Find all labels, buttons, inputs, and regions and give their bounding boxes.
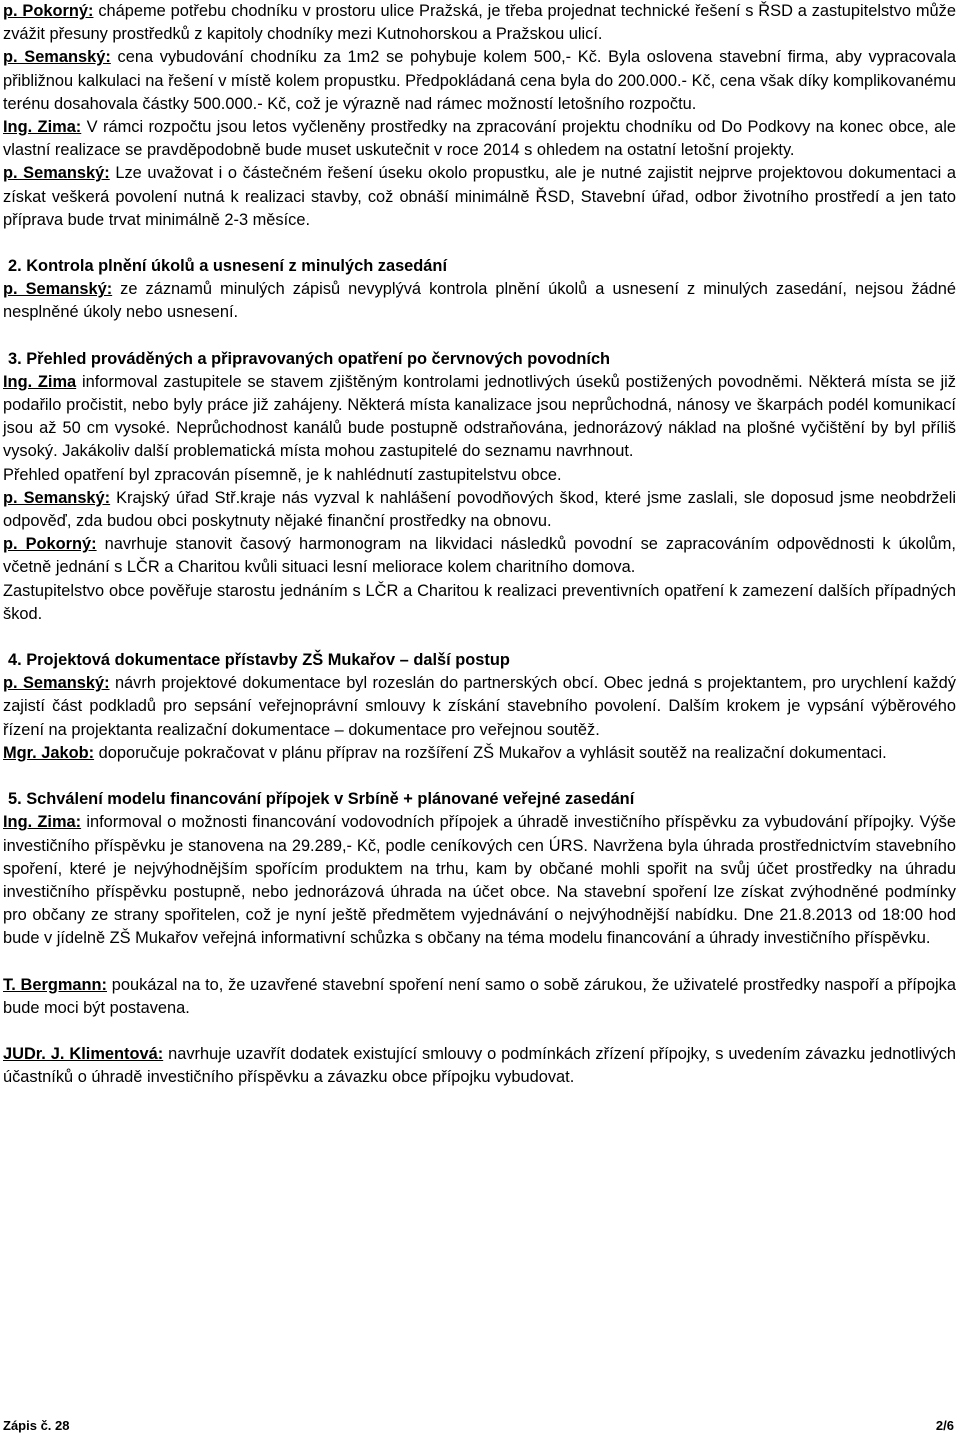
paragraph <box>3 742 956 765</box>
paragraph-spacer <box>3 765 956 788</box>
document-body <box>3 0 956 1089</box>
section-heading-text: 3. Přehled prováděných a připravovaných opatření po červnových povodních <box>8 349 611 368</box>
paragraph-spacer <box>3 951 956 974</box>
paragraph-spacer <box>3 325 956 348</box>
section-heading <box>3 649 956 672</box>
paragraph <box>3 580 956 626</box>
document-page <box>3 0 956 1089</box>
paragraph-text: Lze uvažovat i o částečném řešení úseku okolo propustku, ale je nutné zajistit nejprve projektovou dokumentaci a získat veškerá povolení nutná k realizaci stavby, což obnáší minimálně ŘSD, Stavební úřad, odbor životního prostředí a jen tato příprava bude trvat minimálně 2-3 měsíce. <box>3 164 956 229</box>
paragraph-text: ze záznamů minulých zápisů nevyplývá kontrola plnění úkolů a usnesení z minulých zasedání, nejsou žádné nesplněné úkoly nebo usnesení. <box>3 280 956 322</box>
paragraph-text: V rámci rozpočtu jsou letos vyčleněny prostředky na zpracování projektu chodníku od Do Podkovy na konec obce, ale vlastní realizace se pravděpodobně bude muset uskutečnit v roce 2014 s ohledem na ostatní letošní projekty. <box>3 118 956 160</box>
speaker-name: p. Semanský: <box>3 164 110 183</box>
paragraph <box>3 464 956 487</box>
section-heading-text: 5. Schválení modelu financování přípojek v Srbíně + plánované veřejné zasedání <box>8 790 635 809</box>
paragraph <box>3 371 956 464</box>
section-heading <box>3 348 956 371</box>
paragraph-text: navrhuje stanovit časový harmonogram na likvidaci následků povodní se zapracováním odpovědnosti k úkolům, včetně jednání s LČR a Charitou kvůli situaci lesní meliorace kolem charitního domova. <box>3 535 956 577</box>
speaker-name: JUDr. J. Klimentová: <box>3 1044 164 1063</box>
paragraph <box>3 46 956 116</box>
paragraph <box>3 278 956 324</box>
paragraph-text: Zastupitelstvo obce pověřuje starostu jednáním s LČR a Charitou k realizaci preventivních opatření k zamezení dalších případných škod. <box>3 581 956 623</box>
paragraph <box>3 1043 956 1089</box>
paragraph-text: návrh projektové dokumentace byl rozeslán do partnerských obcí. Obec jedná s projektantem, pro urychlení každý zajistí část podkladů pro sepsání veřejnoprávní smlouvy k získání stavebního povolení. Dalším krokem je vypsání výběrového řízení na projektanta realizační dokumentace – dokumentace pro veřejnou soutěž. <box>3 674 956 739</box>
paragraph-text: informoval zastupitele se stavem zjištěným kontrolami jednotlivých úseků postižených povodněmi. Některá místa se již podařilo pročistit, nebo byly práce již zahájeny. Některá místa kanalizace jsou neprůchodná, nánosy ve škarpách podél komunikací jsou až 50 cm vysoké. Neprůchodnost kanálů bude postupně odstraňována, jednorázový náklad na plošné vyčištění by byl příliš vysoký. Jakákoliv další problematická místa mohou zastupitelé do seznamu navrhnout. <box>3 372 956 461</box>
speaker-name: p. Pokorný: <box>3 535 97 554</box>
paragraph-spacer <box>3 626 956 649</box>
page-footer <box>3 1418 954 1433</box>
paragraph-text: navrhuje uzavřít dodatek existující smlouvy o podmínkách zřízení přípojky, s uvedením závazku jednotlivých účastníků o úhradě investičního příspěvku a závazku obce přípojku vybudovat. <box>3 1044 956 1087</box>
paragraph <box>3 533 956 579</box>
speaker-name: p. Pokorný: <box>3 2 94 20</box>
paragraph-text: doporučuje pokračovat v plánu příprav na rozšíření ZŠ Mukařov a vyhlásit soutěž na realizační dokumentaci. <box>94 743 887 762</box>
paragraph <box>3 672 956 742</box>
paragraph <box>3 0 956 46</box>
section-heading <box>3 255 956 278</box>
paragraph <box>3 487 956 533</box>
section-heading <box>3 788 956 811</box>
footer-page-number: 2/6 <box>935 1418 954 1433</box>
speaker-name: Ing. Zima <box>3 372 77 391</box>
speaker-name: p. Semanský: <box>3 48 111 67</box>
paragraph <box>3 162 956 232</box>
paragraph-text: cena vybudování chodníku za 1m2 se pohybuje kolem 500,- Kč. Byla oslovena stavební firma, aby vypracovala přibližnou kalkulaci na řešení v místě kolem propustku. Předpokládaná cena byla do 200.000.- Kč, cena však díky komplikovanému terénu dosahovala částky 500.000.- Kč, což je výrazně nad rámec možností letošního rozpočtu. <box>3 48 956 113</box>
paragraph <box>3 811 956 950</box>
speaker-name: Ing. Zima: <box>3 813 82 832</box>
speaker-name: p. Semanský: <box>3 488 111 507</box>
speaker-name: Mgr. Jakob: <box>3 743 95 762</box>
speaker-name: T. Bergmann: <box>3 975 108 994</box>
paragraph-text: chápeme potřebu chodníku v prostoru ulice Pražská, je třeba projednat technické řešení s ŘSD a zastupitelstvo může zvážit přesuny prostředků z kapitoly chodníky mezi Kutnohorskou a Pražskou ulicí. <box>3 2 956 44</box>
section-heading-text: 2. Kontrola plnění úkolů a usnesení z minulých zasedání <box>8 257 447 276</box>
paragraph-text: Krajský úřad Stř.kraje nás vyzval k nahlášení povodňových škod, které jsme zaslali, sle doposud jsme neobdrželi odpověď, zda budou obci poskytnuty nějaké finanční prostředky na obnovu. <box>3 488 956 531</box>
section-heading-text: 4. Projektová dokumentace přístavby ZŠ Mukařov – další postup <box>8 651 510 670</box>
paragraph-spacer <box>3 232 956 255</box>
speaker-name: p. Semanský: <box>3 280 113 299</box>
paragraph-text: poukázal na to, že uzavřené stavební spoření není samo o sobě zárukou, že uživatelé prostředky naspoří a přípojka bude moci být postavena. <box>3 975 956 1017</box>
paragraph-text: Přehled opatření byl zpracován písemně, je k nahlédnutí zastupitelstvu obce. <box>3 465 562 484</box>
paragraph <box>3 116 956 162</box>
paragraph <box>3 974 956 1020</box>
paragraph-spacer <box>3 1020 956 1043</box>
speaker-name: Ing. Zima: <box>3 118 82 137</box>
footer-record-number: Zápis č. 28 <box>3 1418 70 1433</box>
speaker-name: p. Semanský: <box>3 674 110 693</box>
paragraph-text: informoval o možnosti financování vodovodních přípojek a úhradě investičního příspěvku za vybudování přípojky. Výše investičního příspěvku je stanovena na 29.289,- Kč, podle ceníkových cen ÚRS. Navržena byla úhrada prostřednictvím stavebního spoření, které je nejvýhodnějším spořícím produktem na trhu, kam by občané mohli spořit na svůj účet prostředky na úhradu investičního příspěvku postupně, nebo jednorázová úhrada na účet obce. Na stavební spoření lze získat zvýhodněné podmínky pro občany ze strany spořitelen, což je nyní ještě předmětem vyjednávání o nejvýhodnější nabídku. Dne 21.8.2013 od 18:00 hod bude v jídelně ZŠ Mukařov veřejná informativní schůzka s občany na téma modelu financování a úhrady investičního příspěvku. <box>3 813 956 948</box>
